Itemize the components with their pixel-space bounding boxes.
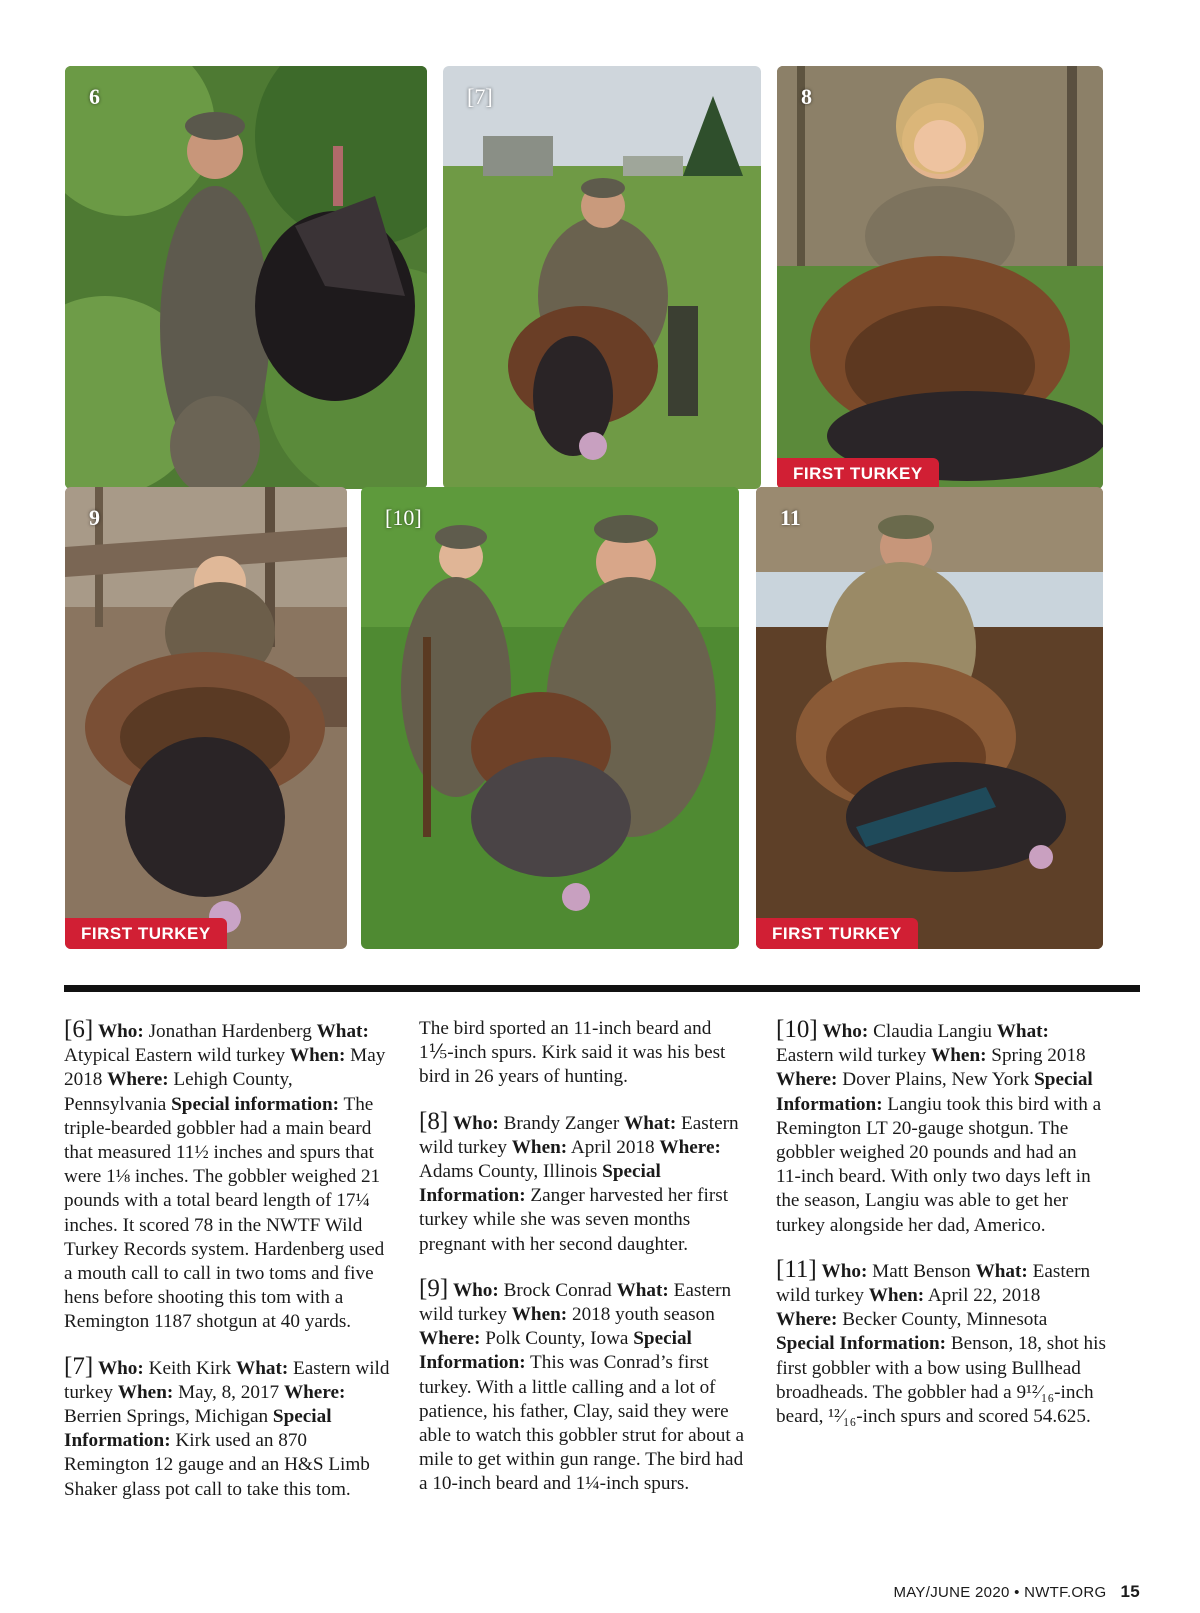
photo-8-number: 8: [801, 84, 812, 109]
when-value: April 22, 2018: [927, 1285, 1041, 1307]
photo-7-number-text: 7: [474, 84, 486, 109]
entry-number: [11]: [776, 1255, 817, 1283]
info-value: This was Conrad’s first turkey. With a little calling and a lot of patience, his father, Clay, said they were able to watch this gobbler strut for about a mile to get within gun range. The bird had a 10-inch beard and 1¼-inch spurs.: [419, 1352, 745, 1495]
when-label: When:: [117, 1381, 174, 1403]
info-label: Special Information:: [776, 1069, 1093, 1115]
where-value: Adams County, Illinois: [419, 1161, 598, 1183]
where-label: Where:: [283, 1381, 346, 1403]
entry-number: [10]: [776, 1016, 818, 1043]
entry-7: [64, 1352, 394, 1502]
photo-6-number: 6: [89, 84, 100, 109]
what-label: What:: [624, 1112, 677, 1134]
section-divider: [64, 985, 1140, 992]
photo-8: [777, 66, 1103, 489]
what-value: Eastern wild turkey: [419, 1279, 732, 1326]
who-label: Who:: [822, 1021, 869, 1042]
text-column-2: [419, 1017, 749, 1517]
where-value: Dover Plains, New York: [842, 1069, 1030, 1091]
first-turkey-badge: FIRST TURKEY: [756, 918, 918, 949]
info-value: The triple-bearded gobbler had a main beard that measured 11½ inches and spurs that were 1⅛ inches. The gobbler weighed 21 pounds with a total beard length of 17¼ inches. It scored 78 in the NWTF Wild Turkey Records system. Hardenberg used a mouth call to call in two toms and five hens before shooting this tom with a Remington 1187 shotgun at 40 yards.: [64, 1093, 385, 1333]
what-value: Atypical Eastern wild turkey: [64, 1045, 286, 1067]
entry-number: [7]: [64, 1352, 94, 1380]
page-number: 15: [1120, 1582, 1140, 1601]
photo-7-image: [443, 66, 761, 489]
who-label: Who:: [821, 1260, 868, 1282]
photo-11-image: [756, 487, 1103, 949]
photo-10-number-text: 10: [392, 505, 415, 530]
where-value: Polk County, Iowa: [485, 1328, 629, 1350]
photo-11: [756, 487, 1103, 949]
what-value: Eastern wild turkey: [776, 1260, 1091, 1307]
when-label: When:: [511, 1304, 568, 1326]
when-label: When:: [931, 1045, 987, 1067]
entry-number: [8]: [419, 1107, 449, 1135]
when-value: May 2018: [64, 1045, 386, 1091]
footer-issue: MAY/JUNE 2020 • NWTF.ORG: [893, 1584, 1107, 1601]
where-label: Where:: [419, 1328, 481, 1350]
entry-7-continued: [419, 1017, 749, 1090]
photo-7: [443, 66, 761, 489]
photo-10: [361, 487, 739, 949]
photo-9-image: [65, 487, 347, 949]
when-value: May, 8, 2017: [178, 1381, 280, 1403]
first-turkey-badge: FIRST TURKEY: [65, 918, 227, 949]
entry-6: [64, 1018, 394, 1335]
photo-6-image: [65, 66, 427, 489]
who-value: Matt Benson: [872, 1260, 971, 1282]
first-turkey-badge: FIRST TURKEY: [777, 458, 939, 489]
entry-number: [9]: [419, 1274, 449, 1302]
info-value: Zanger harvested her first turkey while she was seven months pregnant with her second daughter.: [419, 1185, 729, 1255]
who-value: Jonathan Hardenberg: [148, 1021, 312, 1042]
page-footer: [893, 1582, 1140, 1602]
info-label: Special Information:: [776, 1333, 947, 1355]
what-label: What:: [975, 1260, 1028, 1282]
photo-6: [65, 66, 427, 489]
where-value: Lehigh County, Pennsylvania: [64, 1069, 293, 1115]
what-value: Eastern wild turkey: [419, 1112, 739, 1158]
who-value: Brandy Zanger: [503, 1112, 620, 1134]
what-label: What:: [316, 1021, 369, 1042]
who-value: Keith Kirk: [148, 1357, 232, 1379]
when-value: 2018 youth season: [571, 1304, 715, 1326]
when-label: When:: [511, 1136, 568, 1158]
text-column-1: [64, 1018, 394, 1522]
entry-11: [776, 1255, 1106, 1429]
who-label: Who:: [452, 1279, 499, 1301]
photo-9-number: 9: [89, 505, 100, 530]
info-value: Langiu took this bird with a Remington LT 20-gauge shotgun. The gobbler weighed 20 pounds and had an 11-inch beard. With only two days left in the season, Langiu was able to get her turkey alongside her dad, Americo.: [776, 1093, 1102, 1236]
info-value: Benson, 18, shot his first gobbler with a bow using Bullhead broadheads. The gobbler had a 9¹²⁄₁₆-inch beard, ¹²⁄₁₆-inch spurs and scored 54.625.: [776, 1333, 1106, 1428]
entry-10: [776, 1018, 1106, 1238]
photo-9: [65, 487, 347, 949]
entry-8: [419, 1107, 749, 1257]
photo-10-number: [10]: [385, 505, 422, 530]
photo-8-image: [777, 66, 1103, 489]
photo-10-image: [361, 487, 739, 949]
where-label: Where:: [776, 1069, 838, 1091]
who-label: Who:: [452, 1112, 499, 1134]
where-label: Where:: [107, 1069, 169, 1091]
entry-number: [6]: [64, 1016, 94, 1043]
info-label: Special Information:: [64, 1406, 332, 1452]
entry-9: [419, 1274, 749, 1497]
where-label: Where:: [776, 1309, 838, 1331]
photo-11-number: 11: [780, 505, 801, 530]
what-value: Eastern wild turkey: [64, 1357, 390, 1403]
when-value: April 2018: [570, 1136, 655, 1158]
photo-7-number: [7]: [467, 84, 493, 109]
what-label: What:: [236, 1357, 289, 1379]
who-label: Who:: [97, 1021, 144, 1042]
info-value: Kirk used an 870 Remington 12 gauge and an H&S Limb Shaker glass pot call to take this tom.: [64, 1430, 370, 1500]
when-label: When:: [868, 1285, 925, 1307]
info-label: Special Information:: [419, 1328, 692, 1374]
where-value: Becker County, Minnesota: [842, 1309, 1048, 1331]
what-value: Eastern wild turkey: [776, 1045, 927, 1067]
when-label: When:: [289, 1045, 346, 1067]
text-column-3: [776, 1018, 1106, 1449]
info-label: Special information:: [171, 1093, 340, 1115]
who-value: Brock Conrad: [503, 1279, 612, 1301]
entry-7-continued-text: The bird sported an 11-inch beard and 1⅕-inch spurs. Kirk said it was his best bird in 26 years of hunting.: [419, 1018, 726, 1088]
info-label: Special Information:: [419, 1161, 661, 1207]
what-label: What:: [616, 1279, 669, 1301]
when-value: Spring 2018: [991, 1045, 1086, 1067]
who-value: Claudia Langiu: [873, 1021, 992, 1042]
who-label: Who:: [97, 1357, 144, 1379]
what-label: What:: [996, 1021, 1049, 1042]
where-label: Where:: [659, 1136, 721, 1158]
where-value: Berrien Springs, Michigan: [64, 1406, 269, 1428]
